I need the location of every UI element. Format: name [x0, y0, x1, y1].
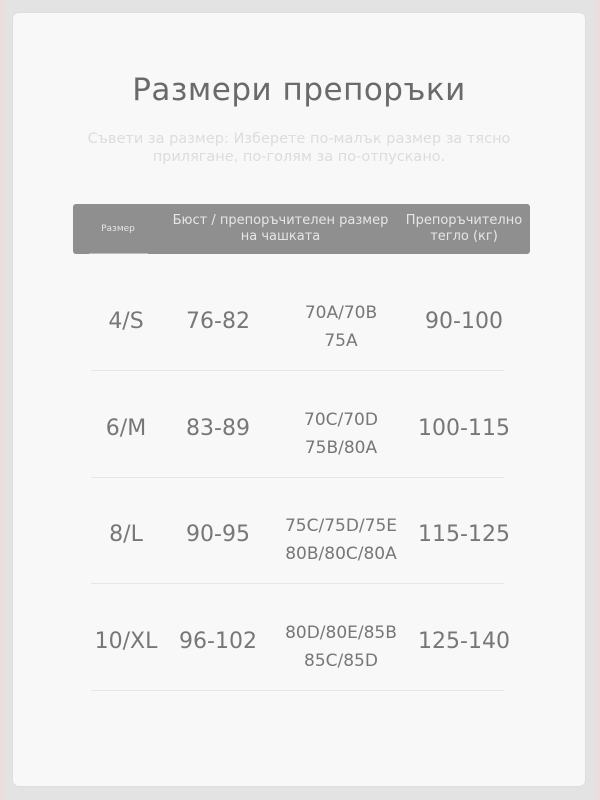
row-cup	[275, 406, 407, 462]
row-bust: 83-89	[186, 416, 250, 441]
page-title: Размери препоръки	[132, 72, 466, 108]
row-cup-line2: 85C/85D	[304, 651, 378, 671]
row-size: 6/M	[105, 416, 147, 441]
right-edge-strip	[596, 0, 600, 800]
row-weight: 100-115	[418, 416, 510, 441]
row-cup-line1: 70C/70D	[304, 410, 378, 430]
table-row	[91, 477, 510, 584]
row-cup-line2: 75B/80A	[304, 438, 378, 458]
table-row	[91, 371, 510, 478]
row-bust: 76-82	[186, 309, 250, 334]
table-row	[91, 264, 504, 371]
row-bust: 90-95	[186, 522, 250, 547]
left-edge-strip	[0, 0, 4, 800]
row-size: 4/S	[108, 309, 144, 334]
row-weight: 125-140	[418, 629, 510, 654]
row-cup-line1: 70A/70B	[304, 303, 378, 323]
table-header	[73, 204, 530, 254]
row-size: 10/XL	[94, 629, 158, 654]
row-weight: 115-125	[418, 522, 510, 547]
row-size: 8/L	[109, 522, 143, 547]
row-cup-line2: 75A	[324, 331, 358, 351]
row-bust: 96-102	[179, 629, 257, 654]
header-size-underline	[89, 253, 148, 254]
row-cup	[275, 619, 407, 675]
size-tips-text: Съвети за размер: Изберете по-малък размер за тясно прилягане, по-голям за по-отпускано.	[87, 131, 511, 165]
table-row	[91, 584, 510, 691]
header-bust-cup: Бюст / препоръчителен размер на чашката	[172, 213, 389, 244]
row-cup	[275, 299, 407, 355]
header-size: Размер	[101, 224, 135, 234]
row-cup-line2: 80B/80C/80A	[285, 544, 397, 564]
size-chart-card	[13, 13, 585, 786]
row-cup-line1: 75C/75D/75E	[284, 516, 398, 536]
row-cup-line1: 80D/80E/85B	[285, 623, 397, 643]
header-weight: Препоръчително тегло (кг)	[405, 213, 523, 244]
row-cup	[275, 512, 407, 568]
row-weight: 90-100	[425, 309, 503, 334]
